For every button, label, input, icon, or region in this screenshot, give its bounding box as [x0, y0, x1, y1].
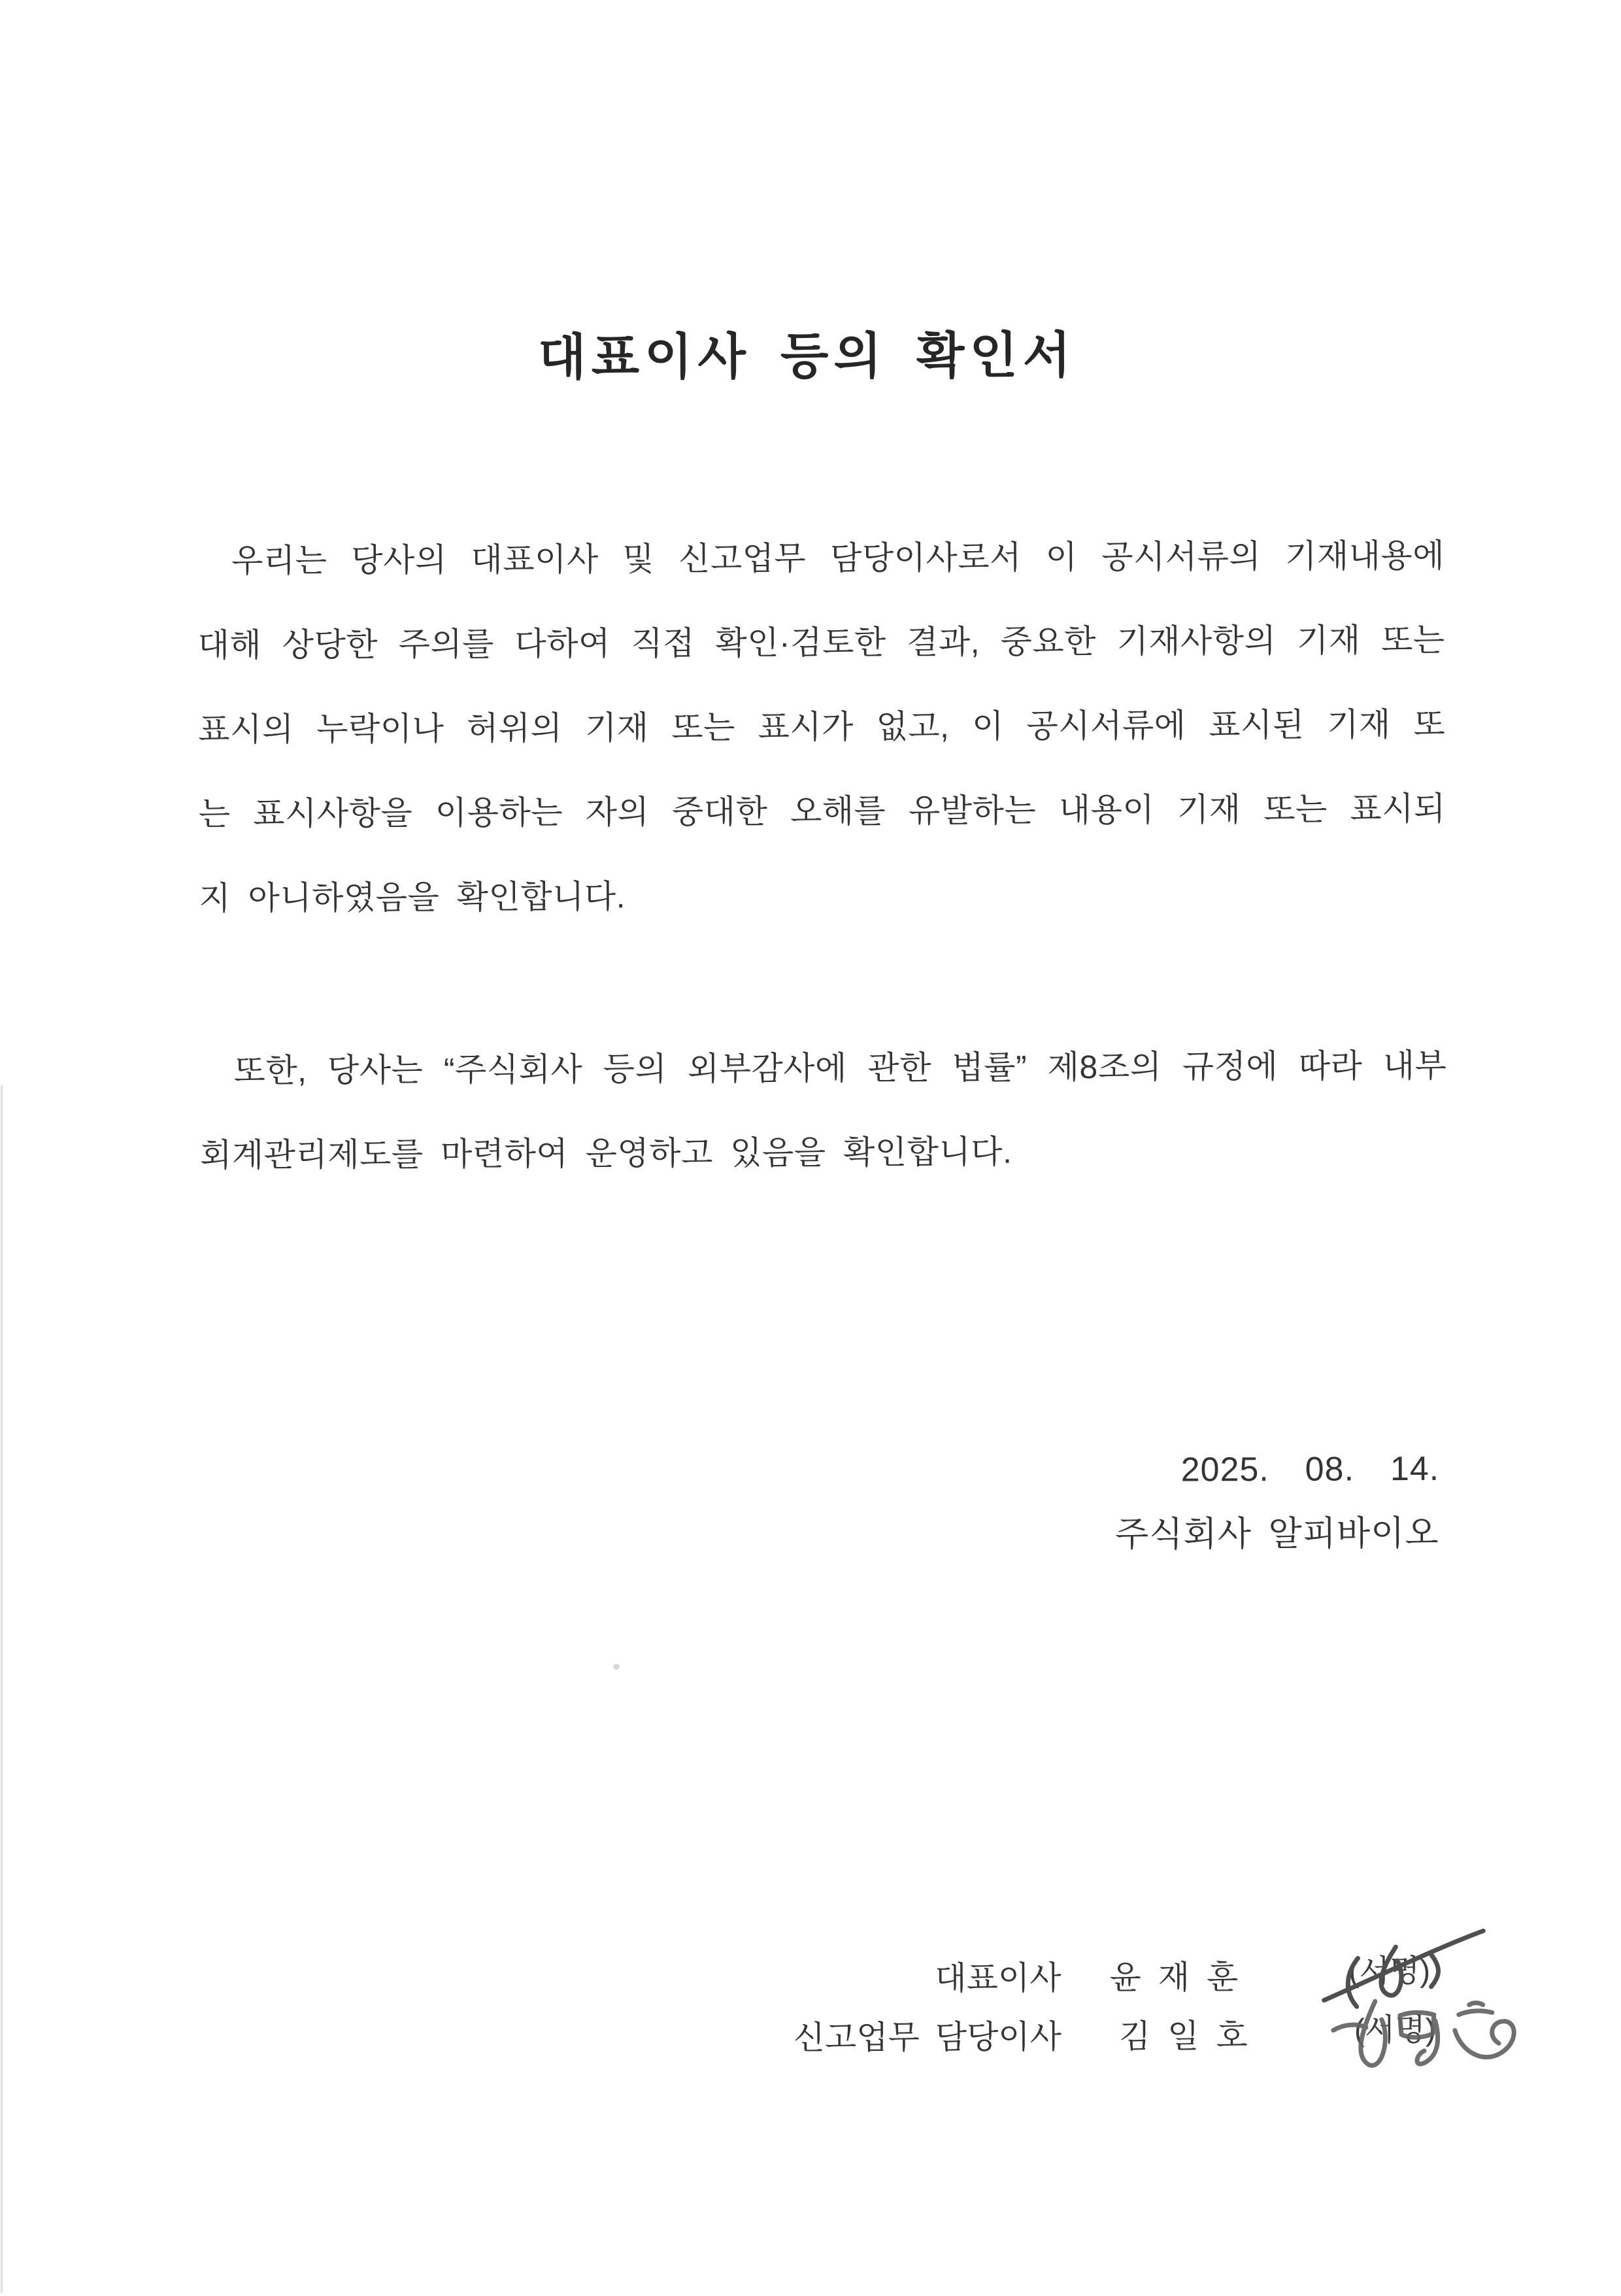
signer-role-reporting-director: 신고업무 담당이사 [793, 2018, 1062, 2057]
paragraph1-line1: 우리는 당사의 대표이사 및 신고업무 담당이사로서 이 공시서류의 기재내용에 [231, 537, 1445, 579]
paragraph-confirmation [197, 514, 1446, 941]
handwritten-signatures [1297, 1908, 1621, 2132]
company-name: 주식회사 알피바이오 [1114, 1513, 1439, 1554]
paragraph1-line4: 는 표시사항을 이용하는 자의 중대한 오해를 유발하는 내용이 기재 또는 표시되 [198, 790, 1446, 833]
document-date: 2025. 08. 14. [1180, 1449, 1440, 1489]
scan-speck [613, 1664, 620, 1670]
ceo-signature-scribble [1324, 1931, 1483, 2007]
signer-name-reporting-director: 김 일 호 [1118, 2017, 1249, 2055]
document-title: 대표이사 등의 확인서 [538, 328, 1077, 386]
reporting-director-signature-scribble [1333, 2001, 1514, 2065]
paragraph-internal-control [199, 1024, 1447, 1198]
sign-here-label-reporting-director: (서명) [1354, 2012, 1436, 2048]
paragraph2-line2: 회계관리제도를 마련하여 운영하고 있음을 확인합니다. [199, 1133, 1012, 1174]
scan-edge-line [1, 1085, 3, 2293]
sign-here-label-ceo: (서명) [1348, 1953, 1431, 1989]
signer-name-ceo: 윤 재 훈 [1109, 1959, 1240, 1997]
signer-role-ceo: 대표이사 [935, 1959, 1061, 1997]
paragraph2-line1: 또한, 당사는 “주식회사 등의 외부감사에 관한 법률” 제8조의 규정에 따라 내부 [233, 1047, 1447, 1089]
paragraph1-line5: 지 아니하였음을 확인합니다. [199, 878, 626, 917]
paragraph1-line2: 대해 상당한 주의를 다하여 직접 확인·검토한 결과, 중요한 기재사항의 기재 또는 [197, 621, 1445, 664]
paragraph1-line3: 표시의 누락이나 허위의 기재 또는 표시가 없고, 이 공시서류에 표시된 기재 또 [198, 705, 1446, 749]
